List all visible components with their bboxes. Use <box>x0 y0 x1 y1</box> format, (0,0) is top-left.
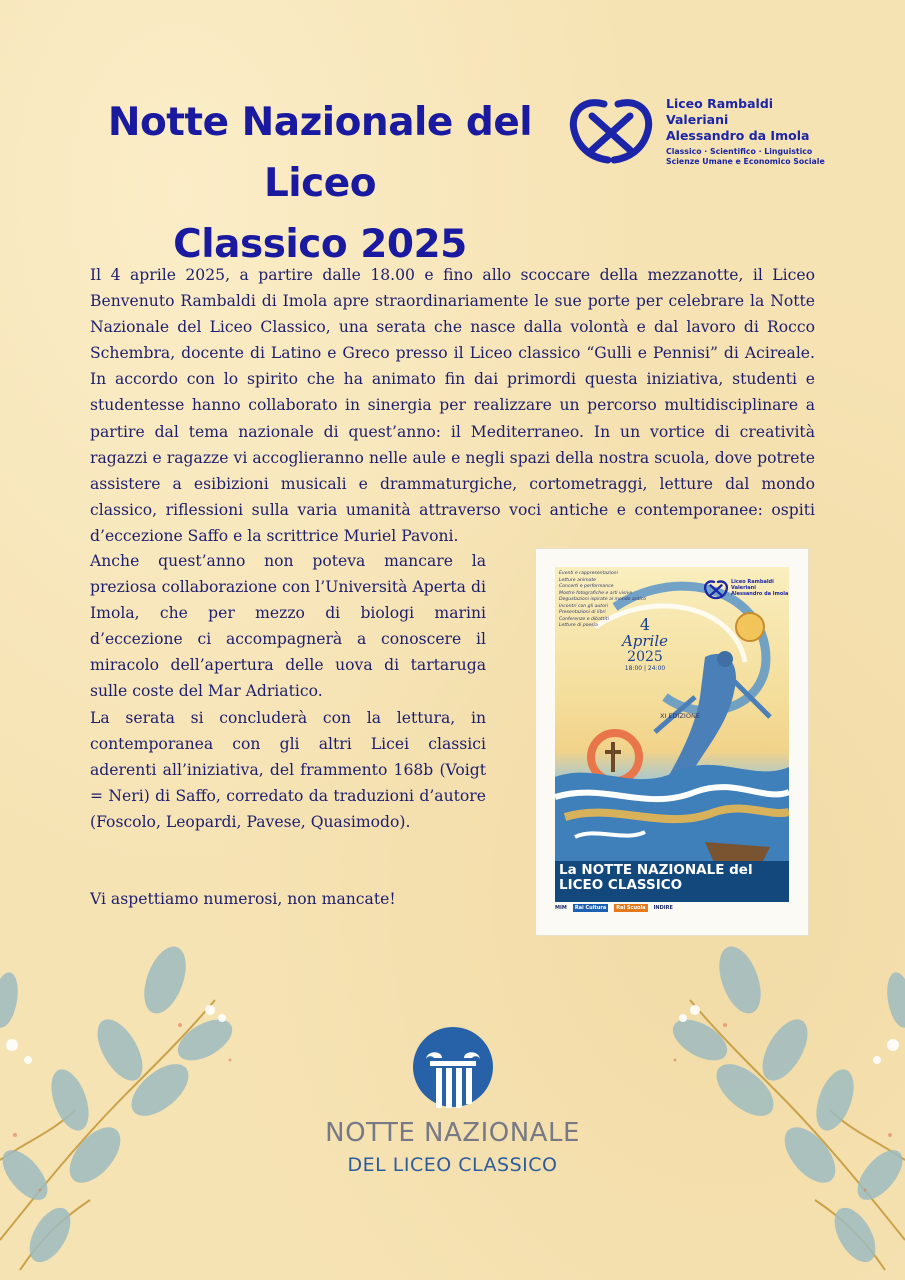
poster-school-name <box>731 579 788 597</box>
poster-program-item: Degustazioni ispirate al mondo antico <box>559 597 647 602</box>
school-tagline-line-1: Classico · Scientifico · Linguistico <box>666 147 813 156</box>
poster-program-item: Mostre fotografiche e arti visive <box>559 590 633 596</box>
notte-nazionale-logo <box>300 1026 605 1186</box>
intro-paragraph: Il 4 aprile 2025, a partire dalle 18.00 e fino allo scoccare della mezzanotte, il Liceo Benvenuto Rambaldi di Imola apre straordinariamente le sue porte per celebrare la Notte Nazionale del Liceo Classico, una serata che nasce dalla volontà e dal lavoro di Rocco Schembra, docente di Latino e Greco presso il Liceo classico “Gulli e Pennisi” di Acireale. In accordo con lo spirito che ha animato fin dai primordi questa iniziativa, studenti e studentesse hanno collaborato in sinergia per realizzare un percorso multidisciplinare a partire dal tema nazionale di quest’anno: il Mediterraneo. In un vortice di creatività ragazzi e ragazze vi accoglieranno nelle aule e negli spazi della nostra scuola, dove potrete assistere a esibizioni musicali e drammaturgiche, cortometraggi, letture dal mondo classico, riflessioni sulla varia umanità attraverso voci antiche e contemporanee: ospiti d’eccezione Saffo e la scrittrice Muriel Pavoni. <box>90 266 815 545</box>
page-title-line-1: Notte Nazionale del Liceo <box>107 100 533 206</box>
logo-line-2: DEL LICEO CLASSICO <box>347 1154 558 1176</box>
poster-month: Aprile <box>621 632 669 650</box>
closing-reading-paragraph: La serata si concluderà con la lettura, in contemporanea con gli altri Licei classici aderenti all’iniziativa, del frammento 168b (Voigt = Neri) di Saffo, corredato da traduzioni d’autore (Foscolo, Leopardi, Pavese, Quasimodo). <box>90 708 486 831</box>
poster-program-item: Conferenze e dibattiti <box>559 616 609 622</box>
poster-edition: XI EDIZIONE <box>660 712 700 720</box>
poster-school-line: Alessandro da Imola <box>731 591 789 597</box>
column-logo-icon <box>412 1026 494 1108</box>
poster-program-item: Presentazioni di libri <box>559 610 606 615</box>
poster-program-item: Concerti e performance <box>559 584 614 589</box>
closing-line: Vi aspettiamo numerosi, non mancate! <box>90 890 396 908</box>
poster-school-line: Liceo Rambaldi <box>731 579 774 585</box>
sponsor-logo: Rai Scuola <box>616 905 646 911</box>
collaboration-paragraph: Anche quest’anno non poteva mancare la preziosa collaborazione con l’Università Aperta di Imola, che per mezzo di biologi marini d’eccezione ci accompagnerà a conoscere il miracolo dell’apertura delle uova di tartaruga sulle coste del Mar Adriatico. <box>90 552 486 701</box>
poster-artwork <box>555 567 789 902</box>
poster-banner-line-2: LICEO CLASSICO <box>559 877 683 893</box>
floral-decoration-right <box>665 940 905 1280</box>
event-poster <box>535 548 809 936</box>
poster-banner <box>555 861 789 902</box>
page-title-line-2: Classico 2025 <box>173 222 467 267</box>
school-monogram-icon <box>566 94 656 170</box>
school-name <box>666 96 809 144</box>
poster-school-monogram-icon <box>703 579 729 601</box>
sponsor-logo: Rai Cultura <box>574 905 607 911</box>
collaboration-section <box>90 548 486 835</box>
poster-date <box>615 617 675 673</box>
poster-program-item: Letture animate <box>559 577 596 583</box>
logo-line-1: NOTTE NAZIONALE <box>325 1118 580 1148</box>
page-title <box>60 92 580 275</box>
poster-year: 2025 <box>627 649 663 665</box>
poster-banner-line-1: La NOTTE NAZIONALE del <box>559 862 753 878</box>
school-name-line-2: Valeriani <box>666 112 729 127</box>
school-logo <box>566 94 826 174</box>
poster-day: 4 <box>639 615 651 634</box>
sponsor-logo: MIM <box>555 905 567 911</box>
poster-program-item: Eventi e rappresentazioni <box>559 571 618 576</box>
poster-program-item: Incontri con gli autori <box>559 603 609 609</box>
school-tagline <box>666 147 825 167</box>
school-name-line-3: Alessandro da Imola <box>666 128 810 143</box>
school-name-line-1: Liceo Rambaldi <box>666 96 774 111</box>
floral-decoration-left <box>0 940 240 1280</box>
school-tagline-line-2: Scienze Umane e Economico Sociale <box>666 157 825 166</box>
poster-hours: 18:00 | 24:00 <box>624 665 666 672</box>
sponsor-logo: INDIRE <box>653 905 673 911</box>
poster-program-item: Letture di poesia <box>559 623 598 628</box>
poster-sponsors <box>555 904 789 918</box>
poster-banner-title <box>559 863 753 893</box>
poster-school-line: Valeriani <box>731 585 756 591</box>
